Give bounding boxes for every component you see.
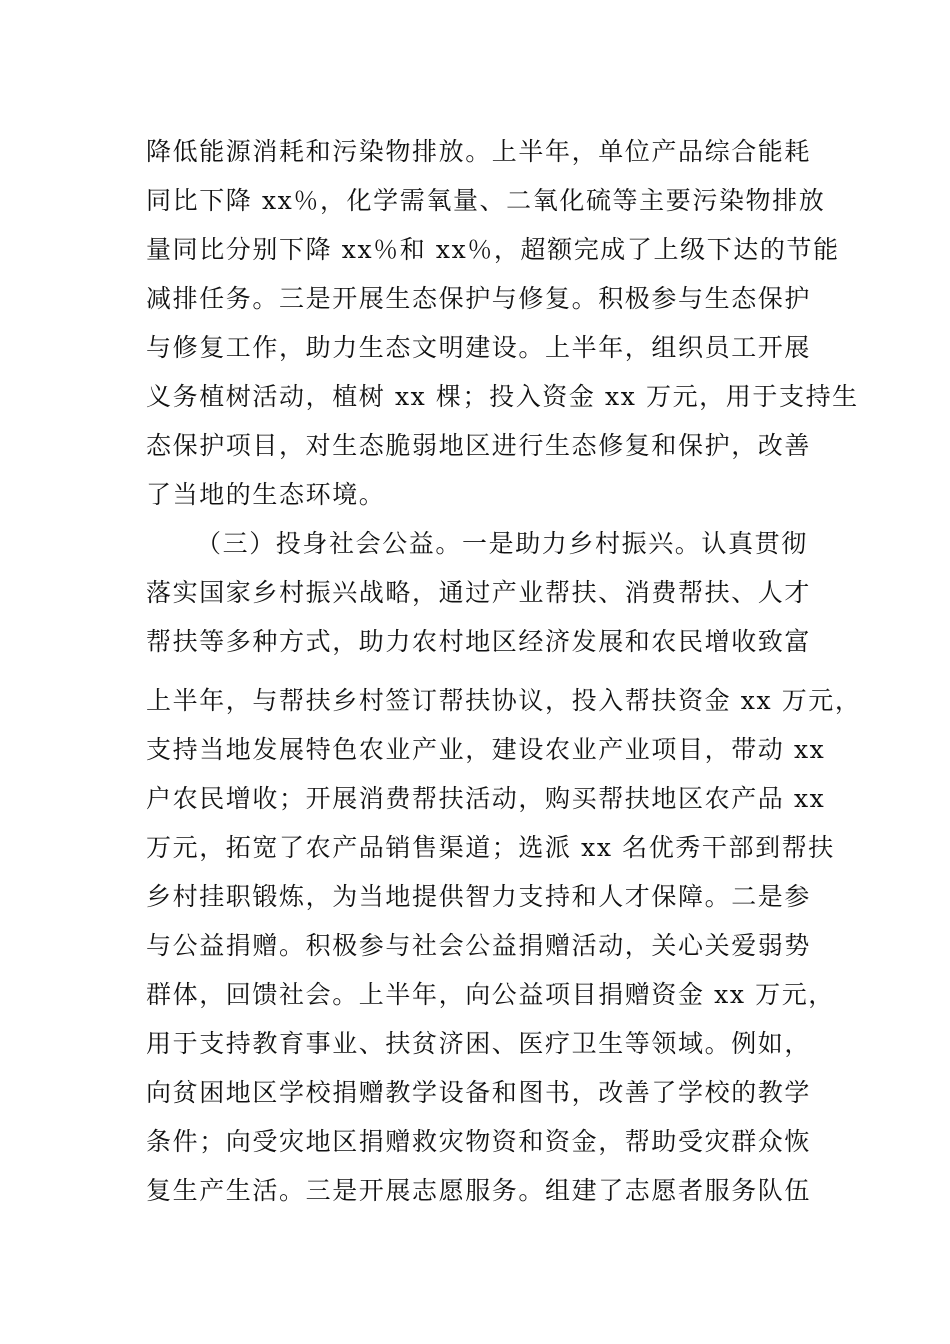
text-line: 与公益捐赠。积极参与社会公益捐赠活动，关心关爱弱势	[146, 931, 812, 960]
text-line: 万元，拓宽了农产品销售渠道；选派 xx 名优秀干部到帮扶	[146, 833, 835, 862]
text-line: 乡村挂职锻炼，为当地提供智力支持和人才保障。二是参	[146, 882, 812, 911]
text-line: 向贫困地区学校捐赠教学设备和图书，改善了学校的教学	[146, 1078, 812, 1107]
text-line: 复生产生活。三是开展志愿服务。组建了志愿者服务队伍	[146, 1176, 812, 1205]
text-line: 群体，回馈社会。上半年，向公益项目捐赠资金 xx 万元，	[146, 980, 835, 1009]
text-line: 了当地的生态环境。	[146, 480, 386, 509]
text-line: 减排任务。三是开展生态保护与修复。积极参与生态保护	[146, 284, 812, 313]
text-line: 户农民增收；开展消费帮扶活动，购买帮扶地区农产品 xx	[146, 784, 826, 813]
text-line: 条件；向受灾地区捐赠救灾物资和资金，帮助受灾群众恢	[146, 1127, 812, 1156]
text-line: 量同比分别下降 xx％和 xx％，超额完成了上级下达的节能	[146, 235, 840, 264]
text-line: 上半年，与帮扶乡村签订帮扶协议，投入帮扶资金 xx 万元，	[146, 686, 862, 715]
text-line: 支持当地发展特色农业产业，建设农业产业项目，带动 xx	[146, 735, 826, 764]
text-line: 用于支持教育事业、扶贫济困、医疗卫生等领域。例如，	[146, 1029, 812, 1058]
text-line: 同比下降 xx％，化学需氧量、二氧化硫等主要污染物排放	[146, 186, 826, 215]
text-line: 降低能源消耗和污染物排放。上半年，单位产品综合能耗	[146, 137, 812, 166]
text-line: 义务植树活动，植树 xx 棵；投入资金 xx 万元，用于支持生	[146, 382, 859, 411]
text-line: 帮扶等多种方式，助力农村地区经济发展和农民增收致富	[146, 627, 812, 656]
text-line: 与修复工作，助力生态文明建设。上半年，组织员工开展	[146, 333, 812, 362]
text-line: 落实国家乡村振兴战略，通过产业帮扶、消费帮扶、人才	[146, 578, 812, 607]
section-heading-line: （三）投身社会公益。一是助力乡村振兴。认真贯彻	[196, 529, 808, 558]
text-line: 态保护项目，对生态脆弱地区进行生态修复和保护，改善	[146, 431, 812, 460]
